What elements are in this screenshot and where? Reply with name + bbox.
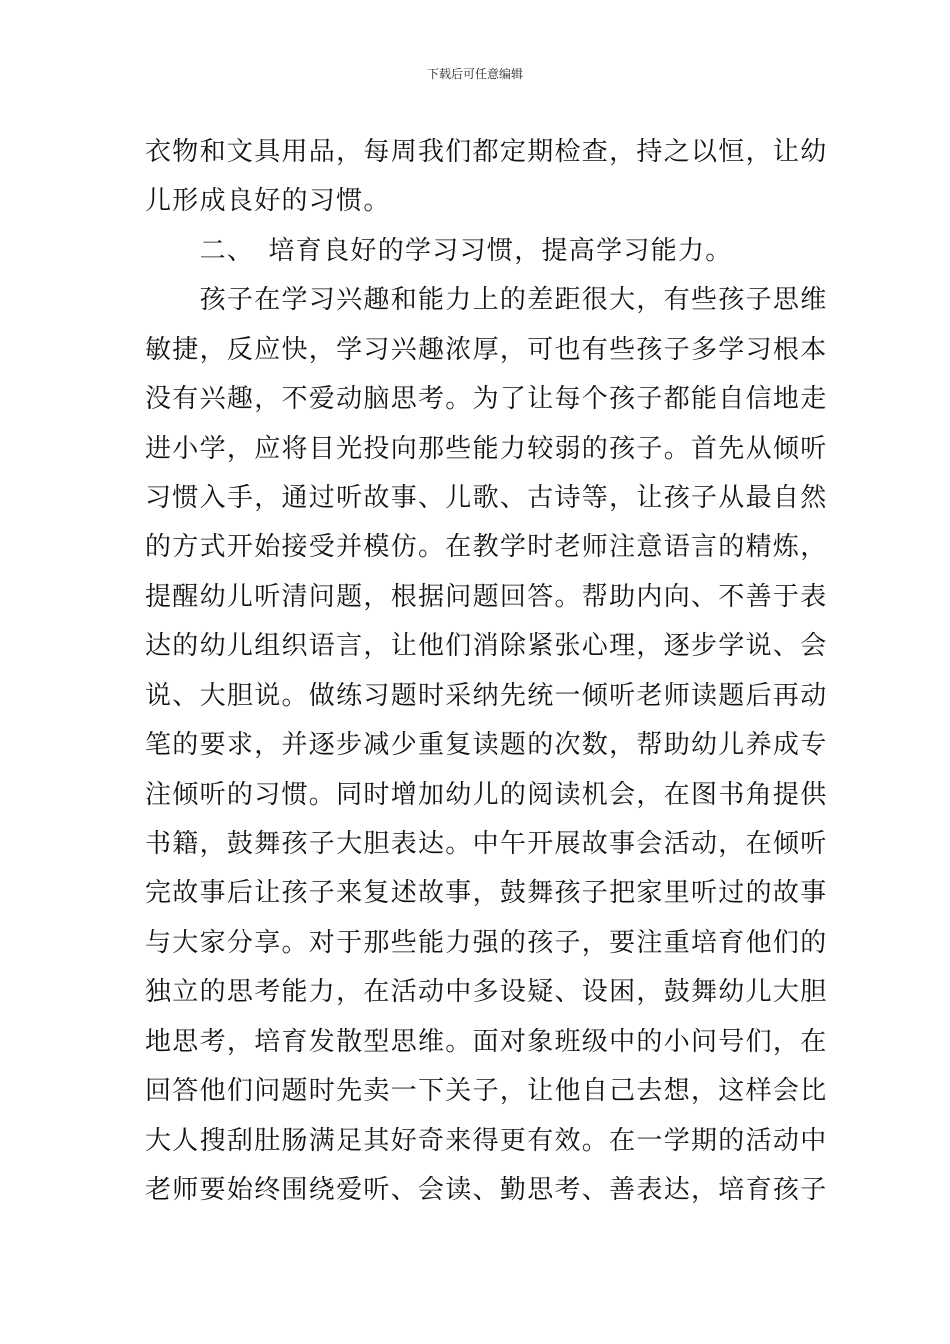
text-line: 的方式开始接受并模仿。在教学时老师注意语言的精炼，: [145, 532, 828, 562]
text-line: 习惯入手，通过听故事、儿歌、古诗等，让孩子从最自然: [145, 483, 828, 513]
page-header-note: 下载后可任意编辑: [426, 67, 523, 81]
text-line: 衣物和文具用品，每周我们都定期检查，持之以恒，让幼: [145, 137, 828, 167]
text-line: 与大家分享。对于那些能力强的孩子，要注重培育他们的: [145, 928, 828, 958]
text-line: 进小学，应将目光投向那些能力较弱的孩子。首先从倾听: [145, 434, 828, 464]
text-line: 提醒幼儿听清问题，根据问题回答。帮助内向、不善于表: [145, 582, 828, 612]
text-line: 笔的要求，并逐步减少重复读题的次数，帮助幼儿养成专: [145, 730, 828, 760]
text-line: 回答他们问题时先卖一下关子，让他自己去想，这样会比: [145, 1076, 828, 1106]
text-line: 大人搜刮肚肠满足其好奇来得更有效。在一学期的活动中: [145, 1126, 828, 1156]
text-line: 孩子在学习兴趣和能力上的差距很大，有些孩子思维: [145, 285, 828, 315]
text-line: 达的幼儿组织语言，让他们消除紧张心理，逐步学说、会: [145, 631, 828, 661]
text-line: 没有兴趣，不爱动脑思考。为了让每个孩子都能自信地走: [145, 384, 828, 414]
text-line: 敏捷，反应快，学习兴趣浓厚，可也有些孩子多学习根本: [145, 335, 828, 365]
text-line: 独立的思考能力，在活动中多设疑、设困，鼓舞幼儿大胆: [145, 977, 828, 1007]
text-line: 注倾听的习惯。同时增加幼儿的阅读机会，在图书角提供: [145, 780, 828, 810]
text-line: 说、大胆说。做练习题时采纳先统一倾听老师读题后再动: [145, 681, 828, 711]
text-line: 儿形成良好的习惯。: [145, 186, 391, 216]
section-heading: 二、 培育良好的学习习惯，提高学习能力。: [145, 236, 733, 266]
text-line: 完故事后让孩子来复述故事，鼓舞孩子把家里听过的故事: [145, 878, 828, 908]
text-line: 地思考，培育发散型思维。面对象班级中的小问号们，在: [145, 1027, 828, 1057]
text-line: 老师要始终围绕爱听、会读、勤思考、善表达，培育孩子: [145, 1175, 828, 1205]
text-line: 书籍，鼓舞孩子大胆表达。中午开展故事会活动，在倾听: [145, 829, 828, 859]
